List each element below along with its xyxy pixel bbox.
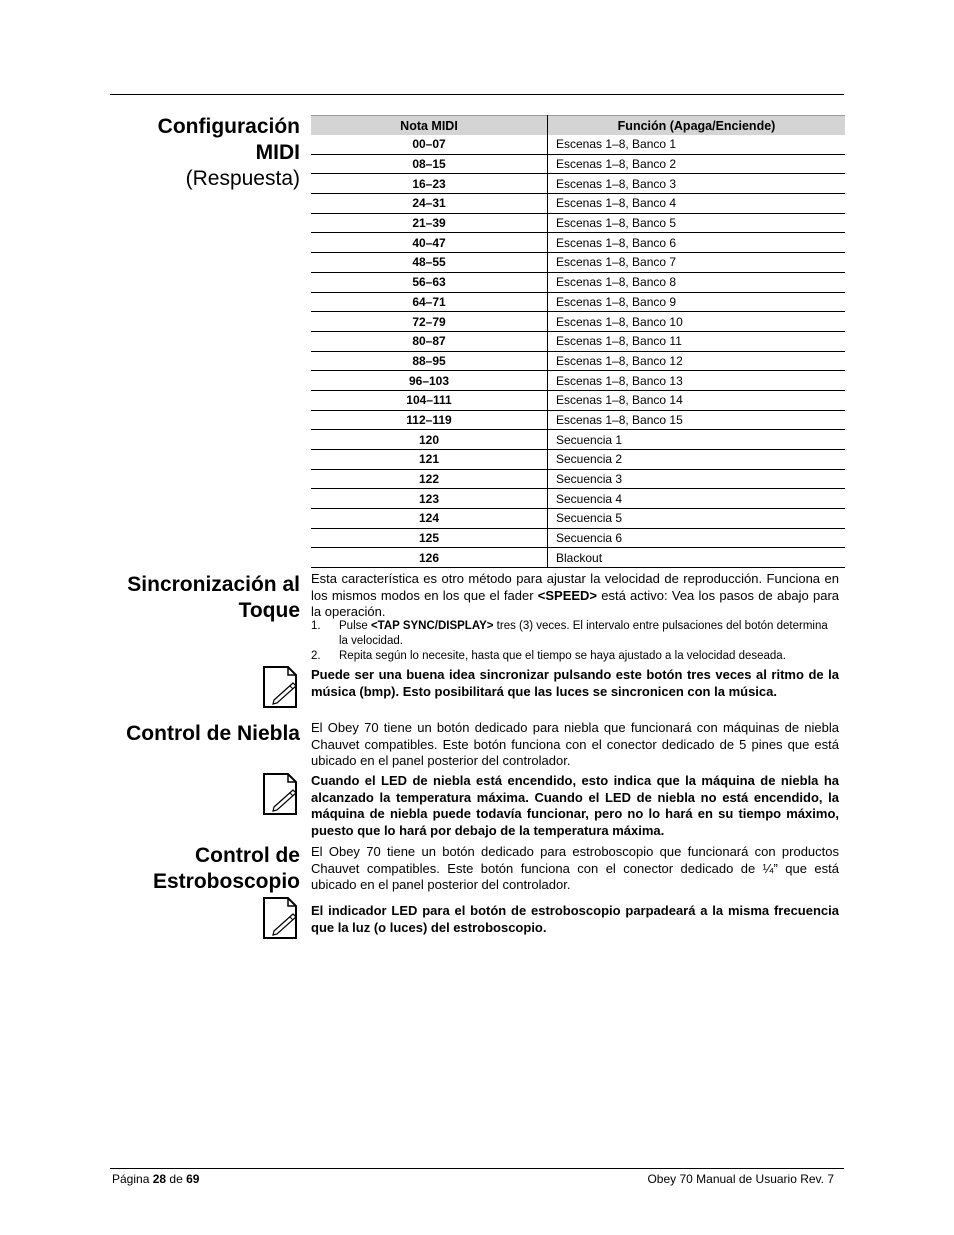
table-row: [311, 154, 845, 174]
tap-text-c: está activo: Vea los pasos de abajo para la operación.: [311, 587, 840, 619]
function-cell: Escenas 1–8, Banco 13: [548, 371, 846, 391]
midi-note-cell: 124: [311, 509, 548, 529]
function-cell: Secuencia 6: [548, 528, 846, 548]
tap-text-a: Esta característica es otro método para ajustar la velocidad de reproducción. Funciona en los mismos modos en los que el fader: [311, 571, 839, 603]
note-pencil-icon: [262, 897, 298, 939]
table-header-row: [311, 116, 845, 136]
function-cell: Escenas 1–8, Banco 8: [548, 272, 846, 292]
column-header-function: Función (Apaga/Enciende): [548, 116, 846, 136]
table-row: [311, 174, 845, 194]
header-rule: [110, 94, 844, 95]
table-row: [311, 390, 845, 410]
function-cell: Secuencia 5: [548, 509, 846, 529]
midi-note-cell: 96–103: [311, 371, 548, 391]
midi-note-cell: 80–87: [311, 331, 548, 351]
midi-note-cell: 121: [311, 450, 548, 470]
table-row: [311, 233, 845, 253]
midi-note-cell: 112–119: [311, 410, 548, 430]
function-cell: Escenas 1–8, Banco 15: [548, 410, 846, 430]
fog-section-title: Control de Niebla: [126, 722, 300, 745]
midi-note-cell: 126: [311, 548, 548, 568]
table-row: [311, 548, 845, 568]
midi-note-cell: 120: [311, 430, 548, 450]
strobe-title-line2: Estroboscopio: [152, 870, 300, 893]
tap-sync-key: <TAP SYNC/DISPLAY>: [370, 620, 494, 632]
strobe-title-line1: Control de: [195, 844, 300, 867]
function-cell: Escenas 1–8, Banco 6: [548, 233, 846, 253]
step2-text: Repita según lo necesite, hasta que el tiempo se haya ajustado a la velocidad deseada.: [339, 650, 786, 662]
function-cell: Secuencia 3: [548, 469, 846, 489]
table-row: [311, 469, 845, 489]
page-number: [112, 1172, 199, 1186]
midi-note-cell: 88–95: [311, 351, 548, 371]
table-row: [311, 272, 845, 292]
table-row: [311, 489, 845, 509]
midi-title-line1: Configuración: [157, 115, 300, 138]
midi-note-cell: 104–111: [311, 390, 548, 410]
tap-section-title: [127, 572, 300, 624]
page-of: de: [166, 1172, 187, 1186]
page-current: 28: [152, 1172, 167, 1186]
tap-paragraph: [311, 571, 839, 621]
midi-note-cell: 123: [311, 489, 548, 509]
function-cell: Escenas 1–8, Banco 12: [548, 351, 846, 371]
table-row: [311, 351, 845, 371]
midi-note-cell: 56–63: [311, 272, 548, 292]
table-row: [311, 509, 845, 529]
table-row: [311, 450, 845, 470]
midi-note-cell: 125: [311, 528, 548, 548]
tap-title-line2: Toque: [238, 599, 300, 622]
midi-note-cell: 21–39: [311, 213, 548, 233]
strobe-section-title: [153, 843, 300, 895]
midi-note-cell: 122: [311, 469, 548, 489]
table-body: [311, 135, 845, 568]
function-cell: Escenas 1–8, Banco 7: [548, 253, 846, 273]
note-pencil-icon: [262, 773, 298, 815]
speed-key: <SPEED>: [537, 587, 598, 603]
table-row: [311, 410, 845, 430]
function-cell: Escenas 1–8, Banco 5: [548, 213, 846, 233]
strobe-note: El indicador LED para el botón de estroboscopio parpadeará a la misma frecuencia que la luz (o luces) del estroboscopio.: [311, 903, 839, 935]
function-cell: Blackout: [548, 548, 846, 568]
tap-title-line1: Sincronización al: [127, 573, 300, 596]
list-item: [311, 649, 839, 664]
tap-steps: [311, 619, 839, 664]
document-title: Obey 70 Manual de Usuario Rev. 7: [647, 1172, 834, 1186]
function-cell: Escenas 1–8, Banco 14: [548, 390, 846, 410]
midi-title-sub: (Respuesta): [185, 167, 300, 190]
page-total: 69: [186, 1172, 200, 1186]
column-header-note: Nota MIDI: [311, 116, 548, 136]
function-cell: Secuencia 4: [548, 489, 846, 509]
function-cell: Secuencia 1: [548, 430, 846, 450]
function-cell: Escenas 1–8, Banco 11: [548, 331, 846, 351]
table-row: [311, 253, 845, 273]
tap-note: Puede ser una buena idea sincronizar pulsando este botón tres veces al ritmo de la música (bmp). Esto posibilitará que las luces se sincronicen con la música.: [311, 667, 839, 699]
strobe-paragraph: El Obey 70 tiene un botón dedicado para estroboscopio que funcionará con productos Chauvet compatibles. Este botón funciona con el conector dedicado de ¼” que está ubicado en el panel posterior del controlador.: [311, 844, 839, 892]
midi-note-cell: 64–71: [311, 292, 548, 312]
table-row: [311, 528, 845, 548]
step-number: 2.: [311, 650, 321, 662]
midi-note-cell: 00–07: [311, 135, 548, 154]
midi-note-cell: 16–23: [311, 174, 548, 194]
step-number: 1.: [311, 620, 321, 632]
midi-note-cell: 72–79: [311, 312, 548, 332]
step1-text-c: tres (3) veces. El intervalo entre pulsaciones del botón determina la velocidad.: [339, 620, 828, 647]
table-row: [311, 331, 845, 351]
midi-table: [311, 115, 845, 568]
fog-note: Cuando el LED de niebla está encendido, esto indica que la máquina de niebla ha alcanzado la temperatura máxima. Cuando el LED de niebla no está encendido, la máquina de niebla puede todavía funcionar, pero no lo hará en su tiempo máximo, puesto que lo hará por debajo de la temperatura máxima.: [311, 773, 839, 838]
function-cell: Escenas 1–8, Banco 10: [548, 312, 846, 332]
table-row: [311, 371, 845, 391]
table-row: [311, 135, 845, 154]
page-word: Página: [112, 1172, 153, 1186]
fog-paragraph: El Obey 70 tiene un botón dedicado para niebla que funcionará con máquinas de niebla Chauvet compatibles. Este botón funciona con el conector dedicado de 5 pines que está ubicado en el panel posterior del controlador.: [311, 720, 839, 768]
footer-rule: [110, 1168, 844, 1169]
table-row: [311, 292, 845, 312]
function-cell: Escenas 1–8, Banco 4: [548, 194, 846, 214]
step1-text-a: Pulse: [339, 620, 371, 632]
midi-section-title: [158, 114, 300, 192]
table-row: [311, 213, 845, 233]
function-cell: Secuencia 2: [548, 450, 846, 470]
midi-note-cell: 48–55: [311, 253, 548, 273]
function-cell: Escenas 1–8, Banco 9: [548, 292, 846, 312]
function-cell: Escenas 1–8, Banco 2: [548, 154, 846, 174]
midi-note-cell: 24–31: [311, 194, 548, 214]
list-item: [311, 619, 839, 649]
midi-title-line2: MIDI: [255, 141, 300, 164]
table-row: [311, 430, 845, 450]
midi-note-cell: 08–15: [311, 154, 548, 174]
midi-note-cell: 40–47: [311, 233, 548, 253]
note-pencil-icon: [262, 666, 298, 708]
table-row: [311, 194, 845, 214]
function-cell: Escenas 1–8, Banco 1: [548, 135, 846, 154]
table-row: [311, 312, 845, 332]
function-cell: Escenas 1–8, Banco 3: [548, 174, 846, 194]
